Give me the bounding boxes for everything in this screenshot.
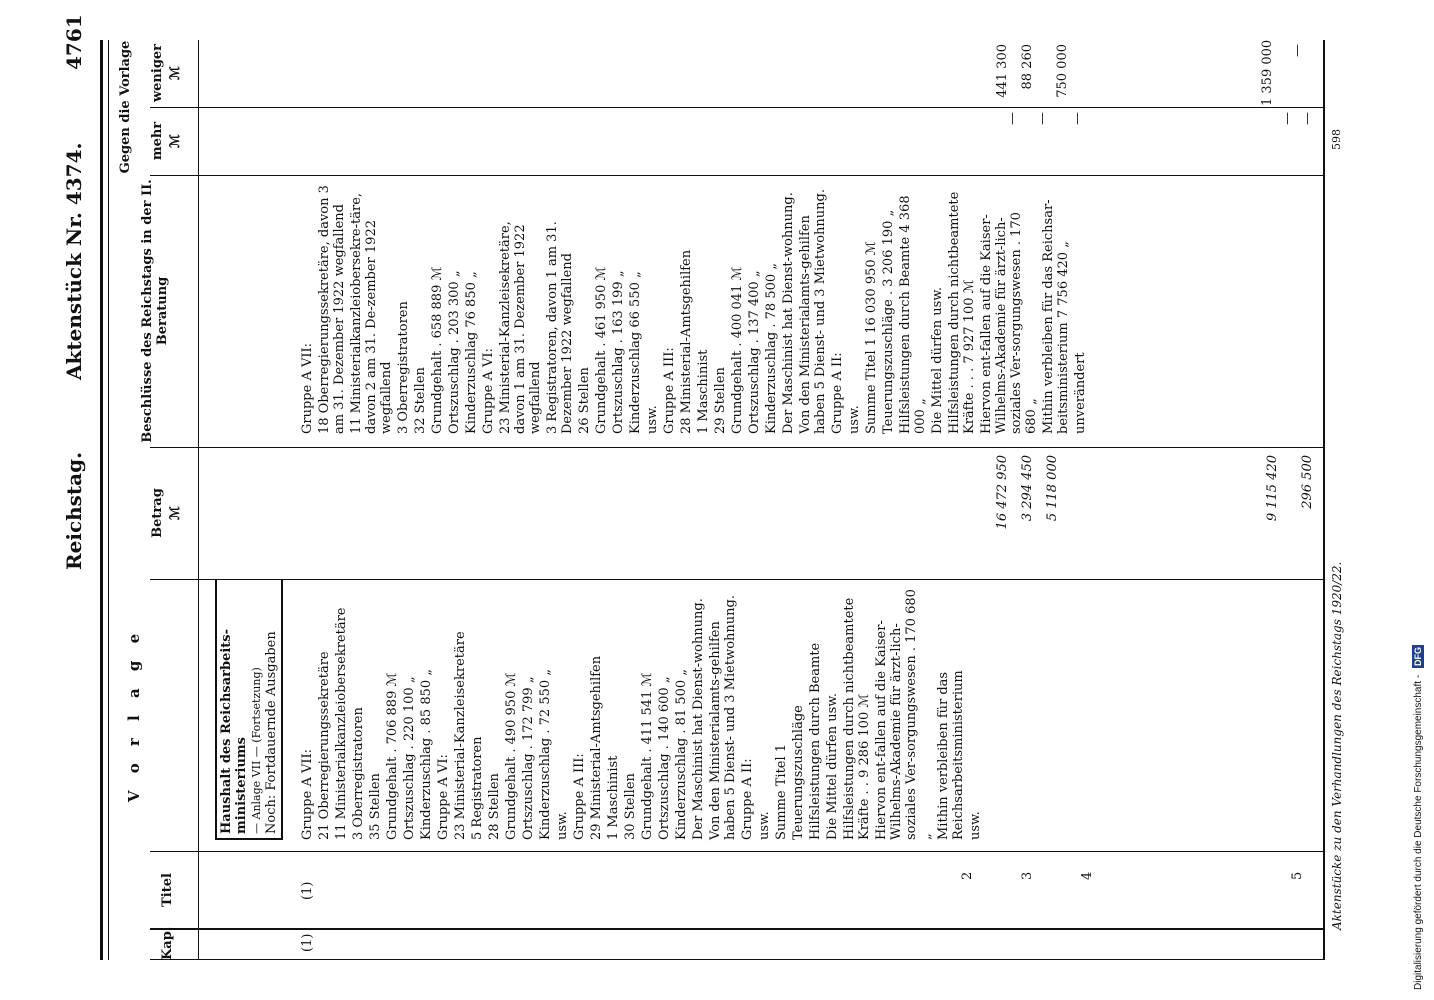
col-div-kap — [150, 959, 1325, 960]
vorlage-heading-box — [215, 580, 283, 840]
vorlage-line: 5 Registratoren — [470, 736, 485, 840]
vorlage-line: Kinderzuschlag . 81 500 „ — [674, 669, 689, 840]
vorlage-line: 29 Ministerial-Amtsgehilfen — [589, 655, 604, 840]
vorlage-lines — [300, 585, 985, 840]
col-header-weniger-unit: ℳ — [168, 66, 183, 80]
dfg-logo: DFG — [1413, 647, 1423, 667]
vorlage-anlage: — Anlage VII — (Fortsetzung) — [250, 667, 263, 834]
col-header-betrag-unit: ℳ — [168, 506, 183, 520]
vorlage-line: 11 Ministerialkanzleiobersekretäre — [334, 607, 349, 840]
beschluss-line: Mithin verbleiben für das Reichsar-beitsministerium 7 756 420 „ — [1041, 199, 1071, 434]
top-rule — [100, 40, 103, 960]
col-header-kap: Kap. — [160, 926, 175, 960]
weniger-3: 750 000 — [1055, 44, 1070, 98]
beschluss-line: Von den Ministerialamts-gehilfen haben 5 Dienst- und 3 Mietwohnung. — [798, 188, 828, 434]
vorlage-line: Gruppe A VI: — [436, 754, 451, 840]
footer-right: 598 — [1330, 129, 1343, 150]
betrag-teuerung: 3 294 450 — [1020, 455, 1035, 522]
vorlage-line: Summe Titel 1 — [774, 743, 789, 840]
header-row-rule — [198, 40, 199, 960]
beschluss-line: Hiervon ent-fallen auf die Kaiser-Wilhelms-Akademie für ärzt-lich-soziales Ver-sorgungswesen . 170 680 „ — [979, 212, 1039, 434]
vorlage-line: Kinderzuschlag . 72 550 „ — [538, 669, 553, 840]
betrag-hilfs-beamte: 5 118 000 — [1045, 455, 1060, 522]
col-header-weniger: weniger — [150, 43, 165, 103]
beschluss-line: Grundgehalt . 461 950 ℳ — [594, 266, 609, 434]
vorlage-line: Von den Ministerialamts-gehilfen haben 5 Dienst- und 3 Mietwohnung. — [708, 594, 738, 840]
col-header-mehr-unit: ℳ — [168, 134, 183, 148]
vorlage-line: 1 Maschinist — [606, 755, 621, 840]
beschluss-line: Der Maschinist hat Dienst-wohnung. — [781, 192, 796, 434]
vorlage-line: Hilfsleistungen durch nichtbeamtete Kräfte . . 9 286 100 ℳ — [842, 597, 872, 840]
vorlage-line: Ortszuschlag . 220 100 „ — [402, 676, 417, 840]
top-rule-thin — [108, 40, 109, 960]
beschluss-line: 18 Oberregierungssekretäre, davon 3 am 31. Dezember 1922 wegfallend — [317, 185, 347, 434]
kap-value: (1) — [300, 933, 315, 952]
col-div-gegen — [150, 175, 1325, 176]
beschluss-line: 23 Ministerial-Kanzleisekretäre, davon 1 am 31. Dezember 1922 wegfallend — [498, 221, 543, 434]
beschluss-line: 26 Stellen — [577, 367, 592, 434]
col-header-gegen: Gegen die Vorlage — [118, 40, 133, 174]
vorlage-noch: Noch: Fortdauernde Ausgaben — [264, 631, 279, 834]
weniger-4: 1 359 000 — [1260, 39, 1275, 106]
beschluss-line: Ortszuschlag . 137 400 „ — [747, 270, 762, 434]
vorlage-line: usw. — [968, 811, 983, 840]
beschluss-line: Gruppe A VI: — [481, 348, 496, 434]
col-div-vorlage — [150, 851, 1325, 852]
beschluss-line: Kinderzuschlag 66 550 „ — [628, 271, 643, 434]
betrag-summe: 16 472 950 — [995, 455, 1010, 530]
vorlage-line: 28 Stellen — [487, 773, 502, 840]
vorlage-line: usw. — [555, 811, 570, 840]
header-center: Aktenstück Nr. 4374. — [62, 142, 86, 380]
titel-2: 2 — [960, 871, 975, 880]
side-note — [1412, 645, 1424, 990]
beschluesse-lines — [300, 184, 1090, 434]
vorlage-line: Hiervon ent-fallen auf die Kaiser-Wilhelms-Akademie für ärzt-lich-soziales Ver-sorgungswesen . 170 680 „ — [874, 589, 934, 840]
beschluss-line: 3 Registratoren, davon 1 am 31. Dezember 1922 wegfallend — [545, 221, 575, 434]
vorlage-line: Hilfsleistungen durch Beamte — [808, 642, 823, 840]
vorlage-line: 3 Oberregistratoren — [351, 707, 366, 840]
col-div-beschl — [150, 447, 1325, 448]
titel-1: (1) — [300, 881, 315, 900]
vorlage-line: Grundgehalt . 411 541 ℳ — [640, 672, 655, 840]
vorlage-line: Grundgehalt . 706 889 ℳ — [385, 672, 400, 840]
beschluss-line: Ortszuschlag . 203 300 „ — [447, 270, 462, 434]
vorlage-line: Kinderzuschlag . 85 850 „ — [419, 669, 434, 840]
mehr-2: — — [1035, 112, 1050, 125]
titel-4: 4 — [1080, 871, 1095, 880]
vorlage-line: Gruppe A VII: — [300, 749, 315, 840]
beschluss-line: 11 Ministerialkanzleiobersekre-täre, davon 2 am 31. De-zember 1922 wegfallend — [349, 192, 394, 434]
vorlage-line: Gruppe A II: — [740, 758, 755, 840]
footer-left: Aktenstücke zu den Verhandlungen des Reichstags 1920/22. — [1330, 561, 1344, 930]
betrag-mithin: 9 115 420 — [1265, 455, 1280, 522]
vorlage-line: Die Mittel dürfen usw. — [825, 693, 840, 840]
vorlage-heading: Haushalt des Reichsarbeits-ministeriums — [219, 628, 249, 834]
vorlage-line: Teuerungszuschläge — [791, 705, 806, 840]
mehr-5: — — [1300, 112, 1315, 125]
beschluss-line: Die Mittel dürfen usw. — [930, 287, 945, 434]
vorlage-line: 21 Oberregierungssekretäre — [317, 651, 332, 840]
vorlage-line: 30 Stellen — [623, 773, 638, 840]
side-note-text: Digitalisierung gefördert durch die Deutsche Forschungsgemeinschaft - — [1413, 674, 1424, 990]
beschluss-line: 1 Maschinist — [696, 349, 711, 434]
vorlage-line: usw. — [757, 811, 772, 840]
beschluss-line: usw. — [645, 405, 660, 434]
bottom-rule — [1323, 40, 1325, 960]
col-header-beschluesse: Beschlüsse des Reichstags in der II. Beratung — [140, 179, 170, 443]
vorlage-line: Grundgehalt . 490 950 ℳ — [504, 672, 519, 840]
beschluss-line: Gruppe A III: — [662, 347, 677, 434]
beschluss-line: usw. — [847, 405, 862, 434]
mehr-4: — — [1280, 112, 1295, 125]
col-header-vorlage: V o r l a g e — [125, 627, 143, 803]
mehr-3: — — [1070, 112, 1085, 125]
col-div-weniger — [150, 107, 1325, 108]
beschluss-line: 29 Stellen — [713, 367, 728, 434]
weniger-1: 441 300 — [995, 44, 1010, 98]
vorlage-line: 23 Ministerial-Kanzleisekretäre — [453, 631, 468, 840]
beschluss-line: Kinderzuschlag . 78 500 „ — [764, 263, 779, 434]
vorlage-line: Ortszuschlag . 172 799 „ — [521, 676, 536, 840]
titel-3: 3 — [1020, 871, 1035, 880]
beschluss-line: 32 Stellen — [413, 367, 428, 434]
beschluss-line: Grundgehalt . 658 889 ℳ — [430, 266, 445, 434]
page-number: 4761 — [62, 14, 86, 70]
beschluss-line: Gruppe A VII: — [300, 343, 315, 434]
beschluss-line: Hilfsleistungen durch Beamte 4 368 000 „ — [898, 195, 928, 434]
col-div-betrag — [150, 579, 1325, 580]
col-header-mehr: mehr — [150, 121, 165, 161]
betrag-usw: 296 500 — [1300, 455, 1315, 509]
weniger-5: — — [1290, 44, 1305, 57]
col-header-titel: Titel — [160, 873, 175, 907]
header-left: Reichstag. — [62, 451, 86, 570]
vorlage-line: Ortszuschlag . 140 600 „ — [657, 676, 672, 840]
beschluss-line: Grundgehalt . 400 041 ℳ — [730, 266, 745, 434]
beschluss-line: Ortszuschlag . 163 199 „ — [611, 270, 626, 434]
beschluss-line: 3 Oberregistratoren — [396, 301, 411, 434]
titel-5: 5 — [1290, 871, 1305, 880]
col-div-titel — [150, 928, 1325, 930]
col-header-betrag: Betrag — [150, 488, 165, 538]
beschluss-line: 28 Ministerial-Amtsgehilfen — [679, 249, 694, 434]
vorlage-line: 35 Stellen — [368, 773, 383, 840]
weniger-2: 88 260 — [1020, 44, 1035, 90]
beschluss-line: Kinderzuschlag 76 850 „ — [464, 271, 479, 434]
vorlage-line: Gruppe A III: — [572, 753, 587, 840]
beschluss-line: Gruppe A II: — [830, 352, 845, 434]
vorlage-line: Mithin verbleiben für das Reichsarbeitsministerium — [936, 670, 966, 840]
beschluss-line: Hilfsleistungen durch nichtbeamtete Kräfte . . . 7 927 100 ℳ — [947, 191, 977, 434]
beschluss-line: unverändert — [1073, 352, 1088, 434]
beschluss-line: Summe Titel 1 16 030 950 ℳ — [864, 241, 879, 434]
vorlage-line: Der Maschinist hat Dienst-wohnung. — [691, 598, 706, 840]
beschluss-line: Teuerungszuschläge . 3 206 190 „ — [881, 209, 896, 434]
mehr-1: — — [1005, 112, 1020, 125]
